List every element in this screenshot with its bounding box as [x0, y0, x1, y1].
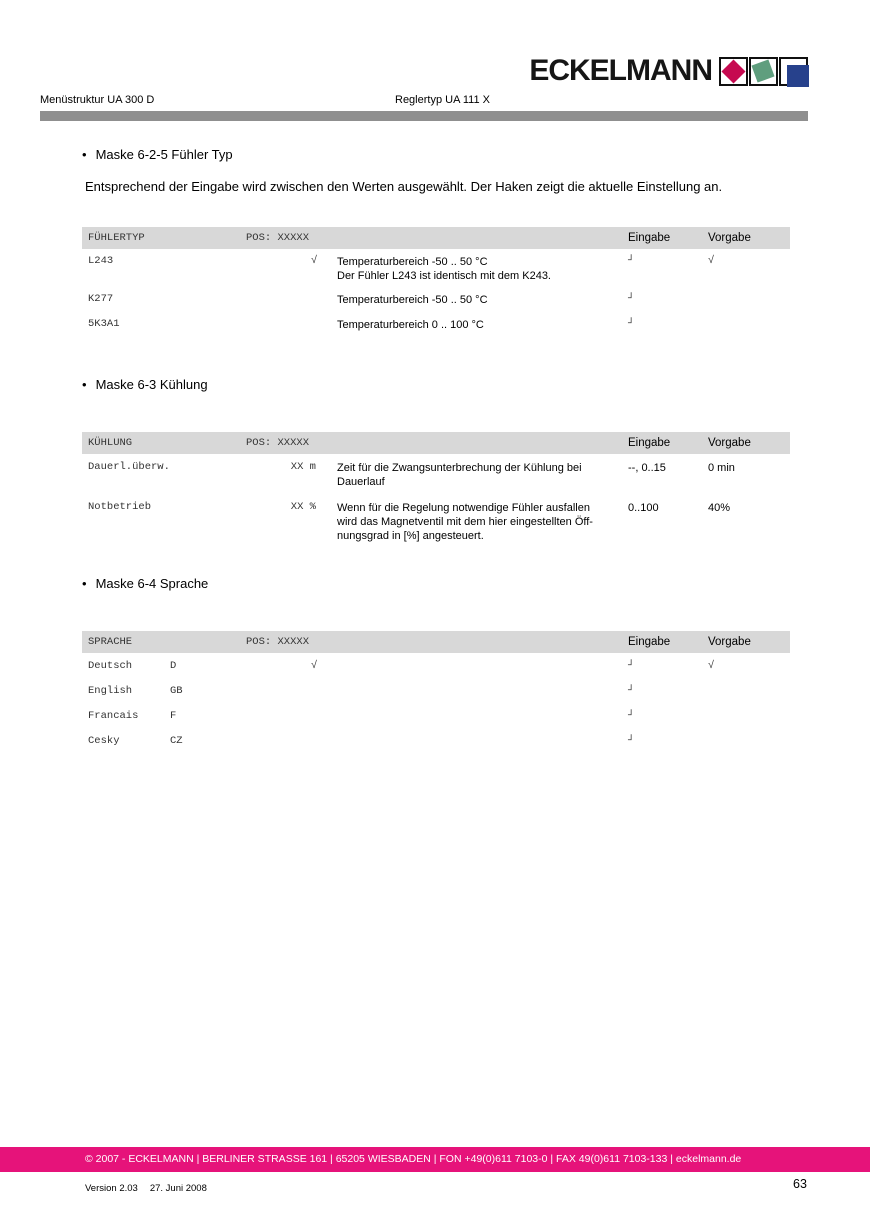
logo-squares [719, 57, 808, 86]
section-label: Maske 6-3 Kühlung [95, 377, 208, 392]
desc-line: Wenn für die Regelung notwendige Fühler ausfallen [337, 502, 590, 514]
section-heading-sprache [82, 576, 208, 591]
eingabe-header: Eingabe [628, 437, 671, 449]
desc-line: Der Fühler L243 ist identisch mit dem K243. [337, 270, 551, 282]
row-name: Notbetrieb [88, 501, 152, 513]
pos-label: POS: XXXXX [246, 437, 310, 449]
vorgabe-value: 0 min [708, 462, 735, 474]
red-diamond [721, 59, 745, 83]
blue-square [787, 65, 809, 87]
enter-symbol: ┘ [628, 710, 635, 722]
row-description [337, 255, 635, 283]
logo-red-diamond-icon [719, 57, 748, 86]
language-name: Cesky [88, 735, 120, 747]
desc-line: Temperaturbereich -50 .. 50 °C [337, 294, 488, 306]
eingabe-header: Eingabe [628, 232, 671, 244]
language-name: English [88, 685, 133, 697]
header-rule [40, 111, 808, 121]
bullet-icon: • [82, 147, 87, 162]
table-kuehlung [82, 432, 790, 547]
logo-blue-square-icon [779, 57, 808, 86]
running-head-left: Menüstruktur UA 300 D [40, 94, 155, 106]
eingabe-header: Eingabe [628, 636, 671, 648]
enter-symbol: ┘ [628, 735, 635, 747]
running-head-right: Reglertyp UA 111 X [395, 94, 490, 106]
language-code: D [170, 660, 177, 672]
section-heading-fuehler-typ [82, 147, 233, 162]
table-title: FÜHLERTYP [88, 232, 145, 244]
logo-wordmark: ECKELMANN [529, 54, 712, 87]
footer-notice: © 2007 - ECKELMANN | BERLINER STRASSE 161 | 65205 WIESBADEN | FON +49(0)611 7103-0 | FAX 49(0)611 7103-133 | eckelmann.de [85, 1153, 742, 1165]
vorgabe-header: Vorgabe [708, 232, 751, 244]
section-heading-kuehlung [82, 377, 208, 392]
current-check: √ [311, 255, 318, 267]
bullet-icon: • [82, 576, 87, 591]
table-header-row [82, 631, 790, 653]
section-label: Maske 6-2-5 Fühler Typ [95, 147, 233, 162]
page-number: 63 [793, 1177, 807, 1191]
language-name: Deutsch [88, 660, 133, 672]
pos-label: POS: XXXXX [246, 636, 310, 648]
enter-symbol: ┘ [628, 293, 635, 305]
vorgabe-header: Vorgabe [708, 437, 751, 449]
row-description [337, 461, 632, 489]
pos-label: POS: XXXXX [246, 232, 310, 244]
row-name: L243 [88, 255, 114, 267]
desc-line: Temperaturbereich -50 .. 50 °C [337, 256, 488, 268]
table-header-row [82, 432, 790, 454]
intro-paragraph: Entsprechend der Eingabe wird zwischen den Werten ausgewählt. Der Haken zeigt die aktuelle Einstellung an. [85, 179, 723, 194]
table-sprache [82, 631, 790, 756]
row-value: XX m [290, 461, 316, 473]
row-name: 5K3A1 [88, 318, 120, 330]
version-label: Version 2.03 [85, 1183, 138, 1194]
vorgabe-check: √ [708, 255, 715, 267]
row-description [337, 501, 632, 543]
table-header-row [82, 227, 790, 249]
desc-line: nungsgrad in [%] angesteuert. [337, 530, 484, 542]
vorgabe-check: √ [708, 660, 715, 672]
desc-line: Dauerlauf [337, 476, 385, 488]
desc-line: Zeit für die Zwangsunterbrechung der Kühlung bei [337, 462, 582, 474]
enter-symbol: ┘ [628, 318, 635, 330]
row-name: K277 [88, 293, 114, 305]
vorgabe-value: 40% [708, 502, 731, 514]
row-description [337, 293, 635, 307]
vorgabe-header: Vorgabe [708, 636, 751, 648]
version-line [85, 1183, 207, 1194]
version-date: 27. Juni 2008 [149, 1183, 207, 1194]
language-name: Francais [88, 710, 139, 722]
language-code: GB [170, 685, 183, 697]
row-description [337, 318, 635, 332]
eckelmann-logo [529, 56, 808, 86]
current-check: √ [311, 660, 318, 672]
eingabe-range: --, 0..15 [628, 462, 666, 474]
row-name: Dauerl.überw. [88, 461, 170, 473]
language-code: F [170, 710, 177, 722]
enter-symbol: ┘ [628, 660, 635, 672]
table-fuehlertyp [82, 227, 790, 339]
green-square [751, 59, 774, 82]
table-title: KÜHLUNG [88, 437, 133, 449]
section-label: Maske 6-4 Sprache [95, 576, 209, 591]
language-code: CZ [170, 735, 183, 747]
footer-bar [0, 1147, 870, 1172]
bullet-icon: • [82, 377, 87, 392]
enter-symbol: ┘ [628, 685, 635, 697]
enter-symbol: ┘ [628, 255, 635, 267]
desc-line: wird das Magnetventil mit dem hier eingestellten Öff- [337, 516, 593, 528]
eingabe-range: 0..100 [628, 502, 659, 514]
desc-line: Temperaturbereich 0 .. 100 °C [337, 319, 484, 331]
table-title: SPRACHE [88, 636, 133, 648]
logo-green-square-icon [749, 57, 778, 86]
row-value: XX % [290, 501, 316, 513]
